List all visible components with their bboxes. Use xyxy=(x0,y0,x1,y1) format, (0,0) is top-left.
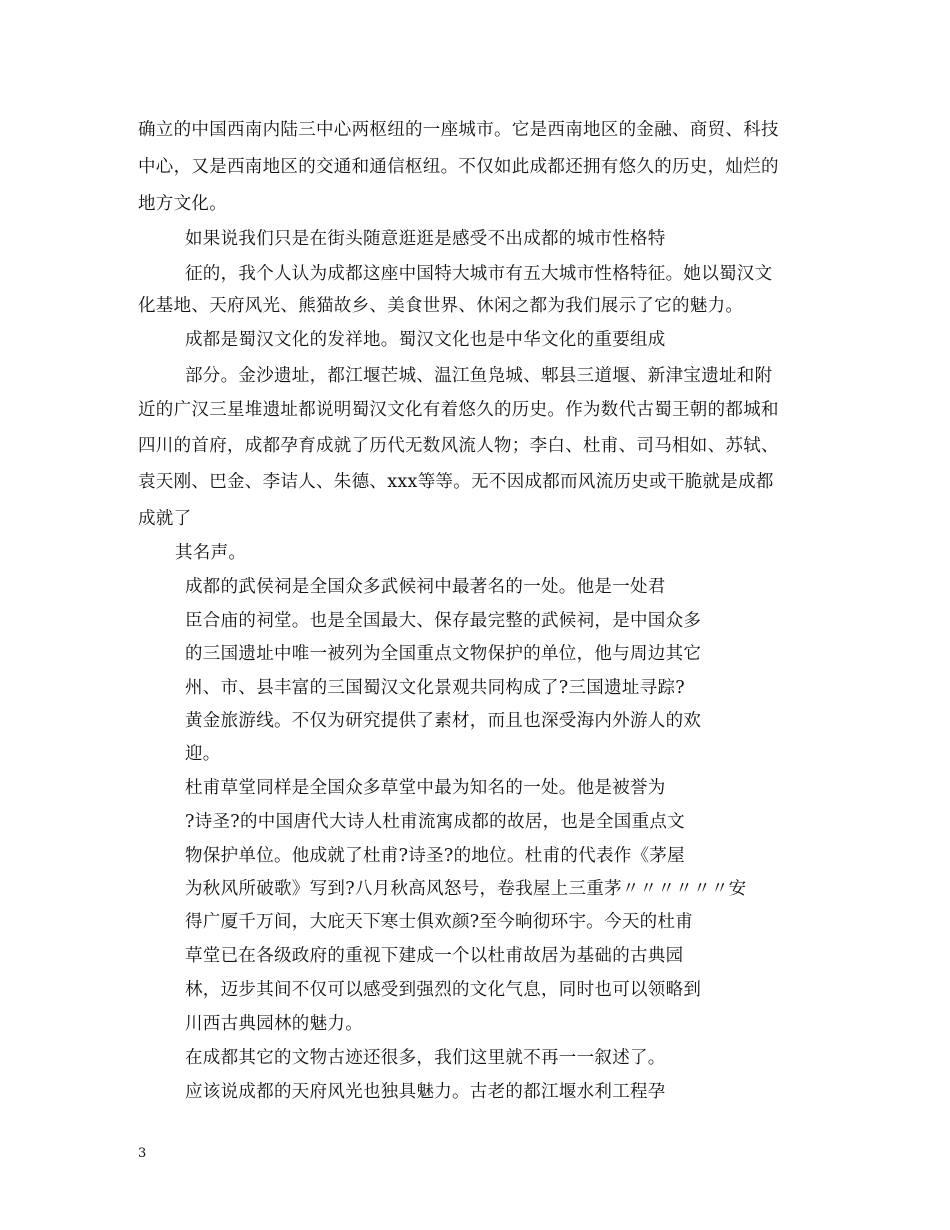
text-line: 其名声。 xyxy=(175,543,247,563)
text-line: 林，迈步其间不仅可以感受到强烈的文化气息，同时也可以领略到 xyxy=(185,980,702,1000)
text-line: 成都是蜀汉文化的发祥地。蜀汉文化也是中华文化的重要组成 xyxy=(185,330,666,350)
text-line: 黄金旅游线。不仅为研究提供了素材，而且也深受海内外游人的欢 xyxy=(185,711,702,731)
text-line: 应该说成都的天府风光也独具魅力。古老的都江堰水利工程孕 xyxy=(185,1082,666,1102)
text-line: 川西古典园林的魅力。 xyxy=(185,1014,363,1034)
text-line: 袁天刚、巴金、李诘人、朱德、xxx等等。无不因成都而风流历史或干脆就是成都 xyxy=(138,472,774,492)
text-line: 在成都其它的文物古迹还很多，我们这里就不再一一叙述了。 xyxy=(185,1048,666,1068)
text-line: 确立的中国西南内陆三中心两枢纽的一座城市。它是西南地区的金融、商贸、科技 xyxy=(138,120,779,140)
text-line: 如果说我们只是在街头随意逛逛是感受不出成都的城市性格特 xyxy=(185,229,666,249)
text-line: 杜甫草堂同样是全国众多草堂中最为知名的一处。他是被誉为 xyxy=(185,778,666,798)
text-line: 草堂已在各级政府的重视下建成一个以杜甫故居为基础的古典园 xyxy=(185,946,684,966)
text-line: 化基地、天府风光、熊猫故乡、美食世界、休闲之都为我们展示了它的魅力。 xyxy=(138,296,744,316)
text-line: 地方文化。 xyxy=(138,194,227,214)
text-line: 征的，我个人认为成都这座中国特大城市有五大城市性格特征。她以蜀汉文 xyxy=(185,264,773,284)
text-line: 近的广汉三星堆遗址都说明蜀汉文化有着悠久的历史。作为数代古蜀王朝的都城和 xyxy=(138,400,779,420)
text-line: 为秋风所破歌》写到?八月秋高风怒号，卷我屋上三重茅〃〃〃〃〃〃安 xyxy=(185,879,747,899)
page-number: 3 xyxy=(138,1146,147,1161)
text-line: 物保护单位。他成就了杜甫?诗圣?的地位。杜甫的代表作《茅屋 xyxy=(185,846,685,866)
text-line: 中心，又是西南地区的交通和通信枢纽。不仅如此成都还拥有悠久的历史，灿烂的 xyxy=(138,157,779,177)
text-line: 州、市、县丰富的三国蜀汉文化景观共同构成了?三国遗址寻踪? xyxy=(185,678,685,698)
text-line: 成都的武侯祠是全国众多武候祠中最著名的一处。他是一处君 xyxy=(185,577,666,597)
text-line: 四川的首府，成都孕育成就了历代无数风流人物；李白、杜甫、司马相如、苏轼、 xyxy=(138,436,779,456)
text-line: ?诗圣?的中国唐代大诗人杜甫流寓成都的故居，也是全国重点文 xyxy=(185,812,685,832)
text-line: 得广厦千万间，大庇天下寒士俱欢颜?至今晌彻环宇。今天的杜甫 xyxy=(185,912,694,932)
text-line: 臣合庙的祠堂。也是全国最大、保存最完整的武候祠，是中国众多 xyxy=(185,611,702,631)
text-line: 成就了 xyxy=(138,509,192,529)
text-line: 迎。 xyxy=(185,744,221,764)
text-line: 的三国遗址中唯一被列为全国重点文物保护的单位，他与周边其它 xyxy=(185,644,702,664)
text-line: 部分。金沙遗址，都江堰芒城、温江鱼凫城、郫县三道堰、新津宝遗址和附 xyxy=(185,366,773,386)
